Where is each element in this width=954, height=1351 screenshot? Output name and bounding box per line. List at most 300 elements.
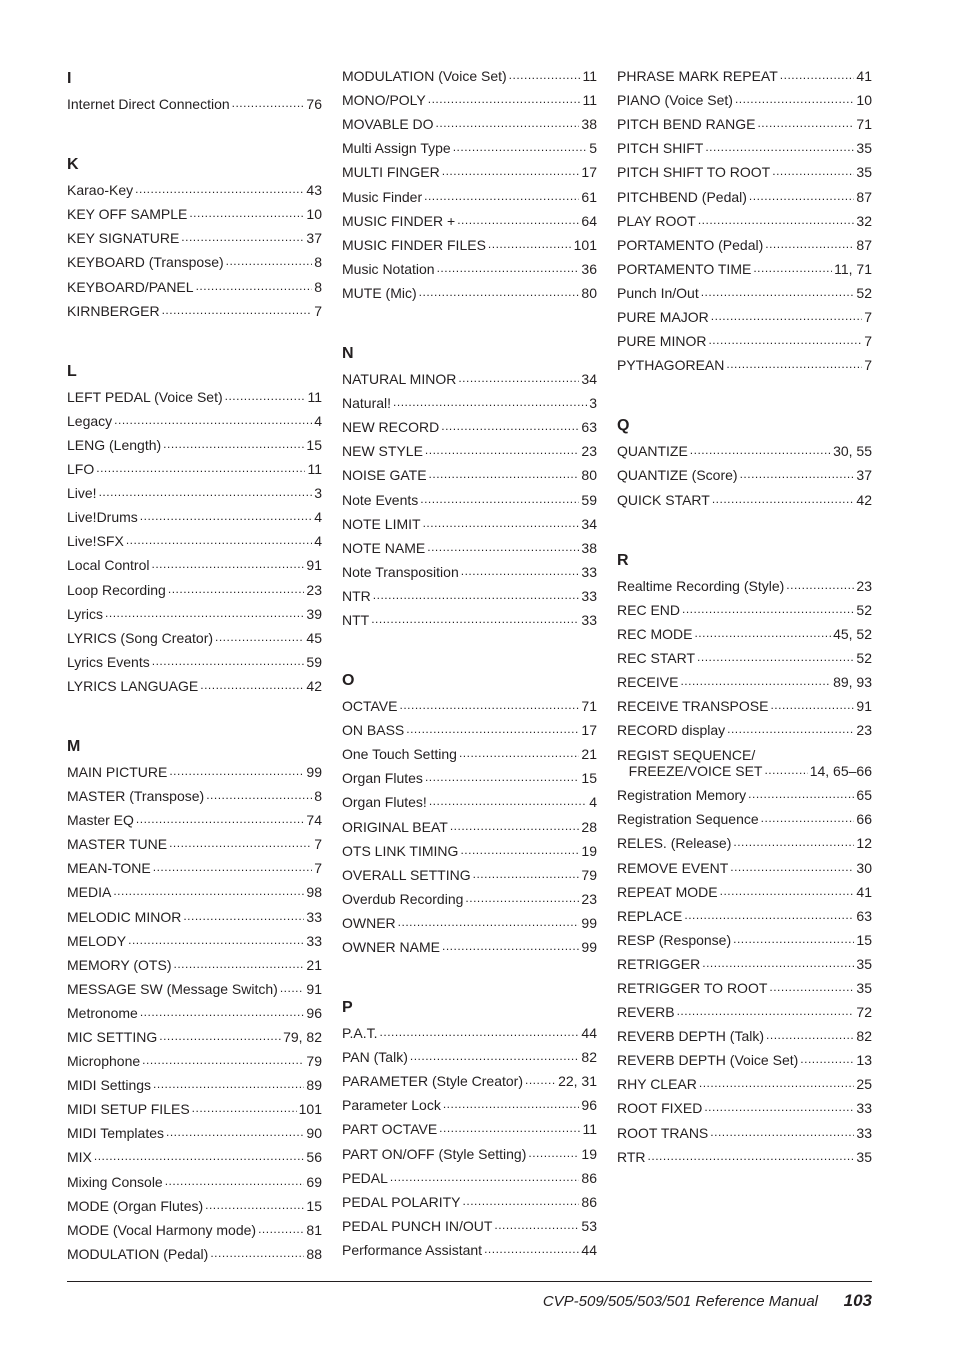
dot-leader — [705, 139, 854, 155]
entry-term: NOTE NAME — [342, 539, 426, 556]
entry-page: 5 — [589, 140, 597, 157]
entry-term: MIC SETTING — [67, 1029, 158, 1045]
dot-leader — [765, 236, 854, 252]
entry-page: 90 — [306, 1125, 322, 1142]
entry-page: 37 — [306, 230, 322, 247]
entry-term: PART ON/OFF (Style Setting) — [342, 1145, 527, 1162]
index-entry — [67, 804, 322, 828]
index-section — [342, 690, 597, 955]
entry-page: 30 — [856, 859, 872, 876]
dot-leader — [196, 278, 313, 294]
entry-page: 35 — [856, 140, 872, 157]
index-entry — [342, 483, 597, 507]
dot-leader — [682, 601, 854, 617]
entry-term: Music Notation — [342, 260, 435, 277]
index-entry — [617, 996, 872, 1020]
entry-page: 61 — [581, 188, 597, 205]
entry-term: One Touch Setting — [342, 746, 457, 763]
entry-page: 74 — [306, 812, 322, 829]
entry-term: NTR — [342, 587, 371, 604]
dot-leader — [226, 253, 313, 269]
entry-term: ROOT FIXED — [617, 1100, 703, 1117]
entry-page: 4 — [589, 794, 597, 811]
index-entry — [342, 907, 597, 931]
entry-term: Local Control — [67, 557, 150, 574]
entry-page: 7 — [864, 309, 872, 326]
index-entry — [67, 1045, 322, 1069]
dot-leader — [704, 1099, 854, 1115]
entry-page: 71 — [581, 698, 597, 715]
entry-page: 91 — [856, 698, 872, 715]
section-letter: K — [67, 156, 79, 174]
dot-leader — [371, 611, 579, 627]
entry-term: REGIST SEQUENCE/ FREEZE/VOICE SET — [617, 747, 763, 780]
index-entry — [67, 1093, 322, 1117]
entry-term: RECEIVE — [617, 673, 679, 690]
dot-leader — [457, 212, 579, 228]
entry-page: 42 — [306, 677, 322, 694]
entry-page: 91 — [306, 980, 322, 997]
entry-page: 4 — [314, 509, 322, 526]
dot-leader — [708, 332, 862, 348]
entry-page: 98 — [306, 884, 322, 901]
entry-page: 87 — [856, 236, 872, 253]
dot-leader — [690, 442, 831, 458]
index-entry — [342, 556, 597, 580]
dot-leader — [770, 697, 854, 713]
entry-term: PORTAMENTO TIME — [617, 260, 752, 277]
entry-term: PHRASE MARK REPEAT — [617, 68, 778, 85]
dot-leader — [726, 356, 862, 372]
entry-page: 23 — [581, 890, 597, 907]
entry-page: 4 — [314, 533, 322, 550]
entry-term: PAN (Talk) — [342, 1049, 408, 1066]
entry-term: MOVABLE DO — [342, 116, 434, 133]
entry-page: 19 — [581, 1145, 597, 1162]
dot-leader — [427, 539, 579, 555]
index-entry — [617, 924, 872, 948]
index-entry — [617, 253, 872, 277]
entry-term: PART OCTAVE — [342, 1121, 438, 1138]
entry-term: Live!Drums — [67, 509, 138, 526]
entry-page: 3 — [589, 395, 597, 412]
index-entry — [342, 762, 597, 786]
index-section — [617, 570, 872, 1165]
index-entry — [342, 387, 597, 411]
entry-term: Live!SFX — [67, 533, 124, 550]
entry-term: OVERALL SETTING — [342, 866, 471, 883]
dot-leader — [461, 563, 580, 579]
index-entry — [67, 997, 322, 1021]
index-entry — [342, 508, 597, 532]
entry-page: 23 — [856, 722, 872, 739]
index-entry — [67, 88, 322, 112]
index-entry — [67, 453, 322, 477]
entry-page: 11, 71 — [834, 260, 872, 277]
entry-page: 35 — [856, 1148, 872, 1165]
dot-leader — [393, 394, 587, 410]
entry-term: MUSIC FINDER FILES — [342, 236, 486, 253]
dot-leader — [699, 1075, 855, 1091]
entry-term: MESSAGE SW (Message Switch) — [67, 980, 278, 997]
entry-page: 33 — [306, 908, 322, 925]
entry-page: 19 — [581, 842, 597, 859]
entry-page: 76 — [306, 96, 322, 113]
index-entry — [67, 646, 322, 670]
dot-leader — [698, 212, 855, 228]
index-entry — [67, 598, 322, 622]
index-entry — [342, 229, 597, 253]
dot-leader — [390, 1169, 580, 1185]
index-entry — [617, 180, 872, 204]
entry-term: Performance Assistant — [342, 1241, 483, 1258]
entry-term: MIDI SETUP FILES — [67, 1101, 190, 1118]
entry-term: MAIN PICTURE — [67, 763, 168, 780]
dot-leader — [153, 1076, 304, 1092]
footer-manual-title: CVP-509/505/503/501 Reference Manual — [542, 1293, 818, 1310]
dot-leader — [140, 508, 312, 524]
index-entry — [617, 618, 872, 642]
entry-term: MODULATION (Pedal) — [67, 1245, 209, 1262]
entry-term: MASTER (Transpose) — [67, 788, 205, 805]
dot-leader — [96, 460, 305, 476]
index-entry — [617, 1044, 872, 1068]
entry-page: 35 — [856, 955, 872, 972]
dot-leader — [494, 1217, 579, 1233]
index-entry — [67, 1238, 322, 1262]
dot-leader — [442, 938, 579, 954]
entry-term: LYRICS LANGUAGE — [67, 677, 199, 694]
index-entry — [342, 435, 597, 459]
entry-page: 34 — [581, 371, 597, 388]
entry-term: Organ Flutes! — [342, 794, 427, 811]
entry-page: 11 — [582, 92, 597, 109]
entry-term: KEYBOARD (Transpose) — [67, 254, 224, 271]
entry-page: 66 — [856, 811, 872, 828]
index-entry — [617, 642, 872, 666]
dot-leader — [677, 1003, 855, 1019]
entry-term: PITCHBEND (Pedal) — [617, 188, 747, 205]
entry-term: MIX — [67, 1149, 92, 1166]
index-entry — [617, 594, 872, 618]
entry-term: KEY SIGNATURE — [67, 230, 180, 247]
entry-page: 38 — [581, 539, 597, 556]
entry-term: MODULATION (Voice Set) — [342, 68, 507, 85]
dot-leader — [169, 763, 304, 779]
dot-leader — [772, 163, 854, 179]
index-entry — [617, 666, 872, 690]
dot-leader — [694, 625, 831, 641]
entry-page: 101 — [573, 236, 597, 253]
dot-leader — [648, 1148, 855, 1164]
dot-leader — [406, 721, 579, 737]
index-entry — [617, 325, 872, 349]
index-entry — [342, 1041, 597, 1065]
entry-page: 59 — [306, 653, 322, 670]
dot-leader — [748, 786, 854, 802]
index-entry — [342, 1017, 597, 1041]
entry-page: 64 — [581, 212, 597, 229]
entry-page: 36 — [581, 260, 597, 277]
dot-leader — [380, 1024, 580, 1040]
index-entry — [617, 738, 872, 779]
entry-page: 69 — [306, 1173, 322, 1190]
dot-leader — [423, 515, 580, 531]
index-entry — [67, 381, 322, 405]
dot-leader — [258, 1221, 304, 1237]
entry-term: OCTAVE — [342, 698, 398, 715]
dot-leader — [159, 1028, 281, 1044]
index-entry — [617, 349, 872, 373]
entry-page: 88 — [306, 1245, 322, 1262]
index-entry — [342, 580, 597, 604]
index-entry — [617, 779, 872, 803]
dot-leader — [761, 810, 855, 826]
entry-page: 101 — [298, 1101, 322, 1118]
index-entry — [342, 835, 597, 859]
entry-page: 79, 82 — [283, 1029, 322, 1045]
index-entry — [67, 622, 322, 646]
index-section — [617, 435, 872, 507]
entry-term: LENG (Length) — [67, 436, 162, 453]
dot-leader — [749, 188, 855, 204]
dot-leader — [428, 91, 581, 107]
dot-leader — [94, 1148, 305, 1164]
entry-term: PEDAL — [342, 1169, 388, 1186]
dot-leader — [441, 418, 579, 434]
index-entry — [67, 198, 322, 222]
dot-leader — [142, 1052, 304, 1068]
entry-page: 28 — [581, 818, 597, 835]
entry-page: 30, 55 — [833, 443, 872, 460]
index-section — [67, 174, 322, 319]
entry-term: PITCH BEND RANGE — [617, 116, 756, 133]
entry-page: 52 — [856, 284, 872, 301]
index-entry — [617, 1068, 872, 1092]
entry-term: KEYBOARD/PANEL — [67, 278, 194, 295]
dot-leader — [232, 95, 305, 111]
entry-term: QUANTIZE (Score) — [617, 467, 738, 484]
dot-leader — [168, 581, 305, 597]
entry-page: 7 — [314, 836, 322, 853]
entry-term: REMOVE EVENT — [617, 859, 729, 876]
entry-page: 25 — [856, 1076, 872, 1093]
entry-term: MEMORY (OTS) — [67, 956, 172, 973]
section-letter: Q — [617, 417, 630, 435]
index-entry — [342, 1089, 597, 1113]
section-letter: P — [342, 999, 353, 1016]
dot-leader — [764, 762, 807, 778]
dot-leader — [697, 649, 854, 665]
index-entry — [67, 405, 322, 429]
entry-term: QUANTIZE — [617, 443, 688, 460]
index-section — [342, 60, 597, 301]
index-entry — [67, 780, 322, 804]
dot-leader — [733, 931, 854, 947]
entry-term: RECEIVE TRANSPOSE — [617, 698, 769, 715]
index-entry — [617, 827, 872, 851]
index-entry — [342, 277, 597, 301]
entry-page: 35 — [856, 980, 872, 996]
index-entry — [67, 756, 322, 780]
dot-leader — [105, 605, 304, 621]
entry-term: REC END — [617, 601, 681, 618]
index-entry — [617, 483, 872, 507]
entry-page: 87 — [856, 188, 872, 205]
index-section — [342, 363, 597, 628]
section-letter: M — [67, 737, 81, 755]
entry-page: 33 — [581, 611, 597, 628]
dot-leader — [225, 388, 306, 404]
entry-page: 10 — [856, 92, 872, 109]
entry-page: 15 — [856, 931, 872, 948]
index-entry — [617, 132, 872, 156]
dot-leader — [711, 308, 862, 324]
section-letter: I — [67, 70, 72, 87]
dot-leader — [702, 955, 854, 971]
entry-term: Organ Flutes — [342, 770, 423, 787]
entry-page: 22, 31 — [558, 1073, 597, 1090]
entry-term: Master EQ — [67, 812, 134, 829]
index-section — [617, 60, 872, 373]
entry-page: 81 — [306, 1221, 322, 1238]
entry-page: 7 — [314, 860, 322, 877]
index-entry — [617, 205, 872, 229]
entry-page: 23 — [856, 577, 872, 594]
entry-term: MIDI Templates — [67, 1125, 164, 1142]
entry-page: 63 — [581, 419, 597, 436]
entry-page: 33 — [856, 1124, 872, 1141]
index-entry — [67, 222, 322, 246]
entry-term: LFO — [67, 461, 95, 478]
dot-leader — [800, 1051, 854, 1067]
entry-term: REVERB DEPTH (Voice Set) — [617, 1052, 799, 1069]
index-column-1 — [67, 60, 322, 1296]
entry-term: PURE MAJOR — [617, 309, 709, 326]
entry-page: 37 — [856, 467, 872, 484]
entry-page: 39 — [306, 605, 322, 622]
entry-term: Live! — [67, 485, 97, 502]
index-entry — [617, 108, 872, 132]
dot-leader — [163, 436, 304, 452]
entry-term: OWNER — [342, 914, 396, 931]
index-entry — [342, 738, 597, 762]
section-letter: O — [342, 671, 355, 689]
entry-page: 52 — [856, 601, 872, 618]
index-entry — [67, 549, 322, 573]
index-entry — [617, 1116, 872, 1140]
index-entry — [67, 429, 322, 453]
index-entry — [617, 60, 872, 84]
index-entry — [617, 972, 872, 996]
entry-term: QUICK START — [617, 491, 710, 508]
dot-leader — [424, 188, 579, 204]
dot-leader — [165, 1173, 305, 1189]
entry-page: 86 — [581, 1169, 597, 1186]
dot-leader — [128, 932, 304, 948]
entry-page: 41 — [856, 68, 872, 85]
index-entry — [342, 459, 597, 483]
entry-term: Punch In/Out — [617, 284, 699, 301]
dot-leader — [769, 979, 854, 995]
dot-leader — [419, 284, 580, 300]
dot-leader — [153, 859, 312, 875]
index-entry — [67, 501, 322, 525]
dot-leader — [753, 260, 832, 276]
entry-page: 89, 93 — [833, 673, 872, 690]
entry-page: 45, 52 — [833, 625, 872, 642]
entry-page: 35 — [856, 164, 872, 181]
entry-page: 23 — [306, 581, 322, 598]
index-entry — [342, 714, 597, 738]
entry-page: 4 — [314, 412, 322, 429]
entry-term: Karao-Key — [67, 182, 134, 199]
entry-page: 99 — [581, 939, 597, 955]
entry-term: MODE (Vocal Harmony mode) — [67, 1221, 257, 1238]
entry-term: Registration Memory — [617, 787, 747, 804]
entry-page: 10 — [306, 206, 322, 223]
entry-term: REVERB — [617, 1004, 675, 1021]
dot-leader — [152, 556, 305, 572]
entry-page: 17 — [581, 722, 597, 739]
index-entry — [67, 174, 322, 198]
index-entry — [617, 277, 872, 301]
entry-page: 45 — [306, 629, 322, 646]
index-entry — [617, 435, 872, 459]
entry-page: 59 — [581, 491, 597, 508]
index-entry — [342, 604, 597, 628]
footer-page-number: 103 — [843, 1291, 872, 1310]
dot-leader — [786, 577, 854, 593]
entry-term: LEFT PEDAL (Voice Set) — [67, 388, 223, 405]
index-entry — [342, 532, 597, 556]
entry-term: Lyrics — [67, 605, 104, 622]
index-entry — [617, 803, 872, 827]
index-entry — [67, 828, 322, 852]
index-entry — [67, 973, 322, 997]
index-entry — [67, 477, 322, 501]
index-entry — [617, 301, 872, 325]
dot-leader — [453, 139, 588, 155]
entry-page: 52 — [856, 649, 872, 666]
dot-leader — [113, 883, 304, 899]
entry-term: Loop Recording — [67, 581, 166, 598]
entry-term: Parameter Lock — [342, 1097, 441, 1114]
dot-leader — [192, 1100, 297, 1116]
index-entry — [342, 411, 597, 435]
dot-leader — [436, 115, 580, 131]
entry-term: Mixing Console — [67, 1173, 163, 1190]
entry-term: MELODY — [67, 932, 127, 949]
entry-page: 11 — [582, 1121, 597, 1138]
dot-leader — [442, 163, 580, 179]
dot-leader — [720, 883, 855, 899]
dot-leader — [766, 1027, 854, 1043]
entry-page: 7 — [864, 357, 872, 374]
entry-term: RTR — [617, 1148, 646, 1165]
index-entry — [617, 570, 872, 594]
section-letter: N — [342, 344, 354, 362]
index-section — [342, 1017, 597, 1258]
entry-term: MULTI FINGER — [342, 164, 440, 181]
index-entry — [67, 246, 322, 270]
index-entry — [342, 1137, 597, 1161]
index-entry — [67, 573, 322, 597]
index-entry — [342, 1234, 597, 1258]
entry-term: MODE (Organ Flutes) — [67, 1197, 204, 1214]
index-entry — [67, 1190, 322, 1214]
index-entry — [342, 156, 597, 180]
